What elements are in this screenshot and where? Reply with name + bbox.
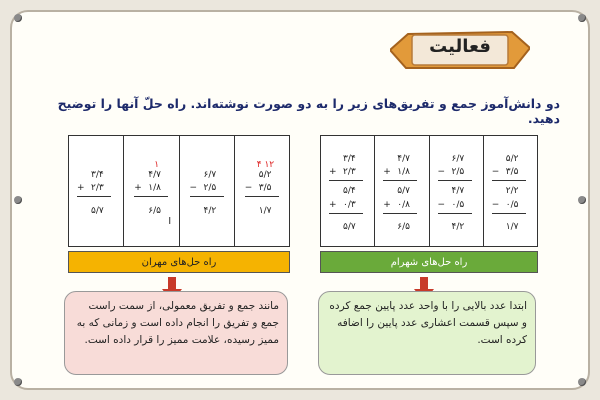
operand: ۵/۲ [505,154,519,164]
operand: ۲/۳ [91,183,104,193]
operator: + [383,200,391,210]
operand: ۰/۳ [343,200,356,210]
mehran-table [68,135,290,247]
pin-icon [578,14,586,22]
operator: + [134,183,142,193]
partial-result: ۵/۴ [343,186,356,196]
result: ۵/۷ [91,206,104,216]
mehran-col-1 [69,136,123,246]
operand: ۲/۵ [203,183,217,193]
text-cursor-icon: I [168,216,172,227]
partial-result: ۴/۷ [451,186,465,196]
shahram-label: راه حل‌های شهرام [320,251,538,273]
mehran-label: راه حل‌های مهران [68,251,290,273]
result: ۱/۷ [505,222,519,232]
pin-icon [14,378,22,386]
result: ۶/۵ [148,206,161,216]
result: ۶/۵ [397,222,410,232]
operator: + [383,167,391,177]
operand: ۴/۷ [397,154,410,164]
result: ۵/۷ [343,222,356,232]
carry-mark: ۱ [154,160,160,170]
shahram-col-3 [429,136,483,246]
operand: ۳/۵ [258,183,272,193]
shahram-col-4 [483,136,537,246]
mehran-col-2 [123,136,178,246]
result: ۴/۲ [203,206,217,216]
operator: + [329,200,337,210]
operand: ۳/۴ [91,170,104,180]
operator: − [189,183,198,193]
mehran-col-4 [234,136,289,246]
operand: ۲/۳ [343,167,356,177]
operand: ۰/۵ [451,200,465,210]
pin-icon [14,14,22,22]
shahram-table [320,135,538,247]
activity-title: فعالیت [429,36,491,57]
operand: ۶/۷ [451,154,465,164]
operand: ۱/۸ [397,167,410,177]
result: ۱/۷ [258,206,272,216]
operator: − [491,167,500,177]
operand: ۴/۷ [148,170,161,180]
instruction-text: دو دانش‌آموز جمع و تفریق‌های زیر را به دو صورت نوشته‌اند. راه حلّ آنها را توضیح دهید. [57,96,560,126]
operand: ۰/۵ [505,200,519,210]
shahram-explanation: ابتدا عدد بالایی را با واحد عدد پایین جمع کرده و سپس قسمت اعشاری عدد پایین را اضافه کرده است. [318,291,536,375]
operand: ۳/۵ [505,167,519,177]
operator: + [77,183,85,193]
operator: − [244,183,253,193]
activity-banner [390,28,530,72]
pin-icon [578,378,586,386]
operand: ۶/۷ [203,170,217,180]
result: ۴/۲ [451,222,465,232]
operand: ۰/۸ [397,200,410,210]
operand: ۳/۴ [343,154,356,164]
mehran-col-3 [179,136,234,246]
operand: ۱/۸ [148,183,161,193]
partial-result: ۵/۷ [397,186,410,196]
operand: ۲/۵ [451,167,465,177]
shahram-col-2 [374,136,428,246]
shahram-col-1 [321,136,374,246]
partial-result: ۲/۲ [505,186,519,196]
operator: − [437,200,446,210]
mehran-explanation: مانند جمع و تفریق معمولی، از سمت راست جمع و تفریق را انجام داده است و زمانی که به ممیز رسیده، علامت ممیز را قرار داده است. [64,291,288,375]
operand: ۵/۲ [258,170,272,180]
pin-icon [14,196,22,204]
operator: − [437,167,446,177]
pin-icon [578,196,586,204]
borrow-mark: ۴ ۱۲ [256,160,275,170]
operator: − [491,200,500,210]
operator: + [329,167,337,177]
